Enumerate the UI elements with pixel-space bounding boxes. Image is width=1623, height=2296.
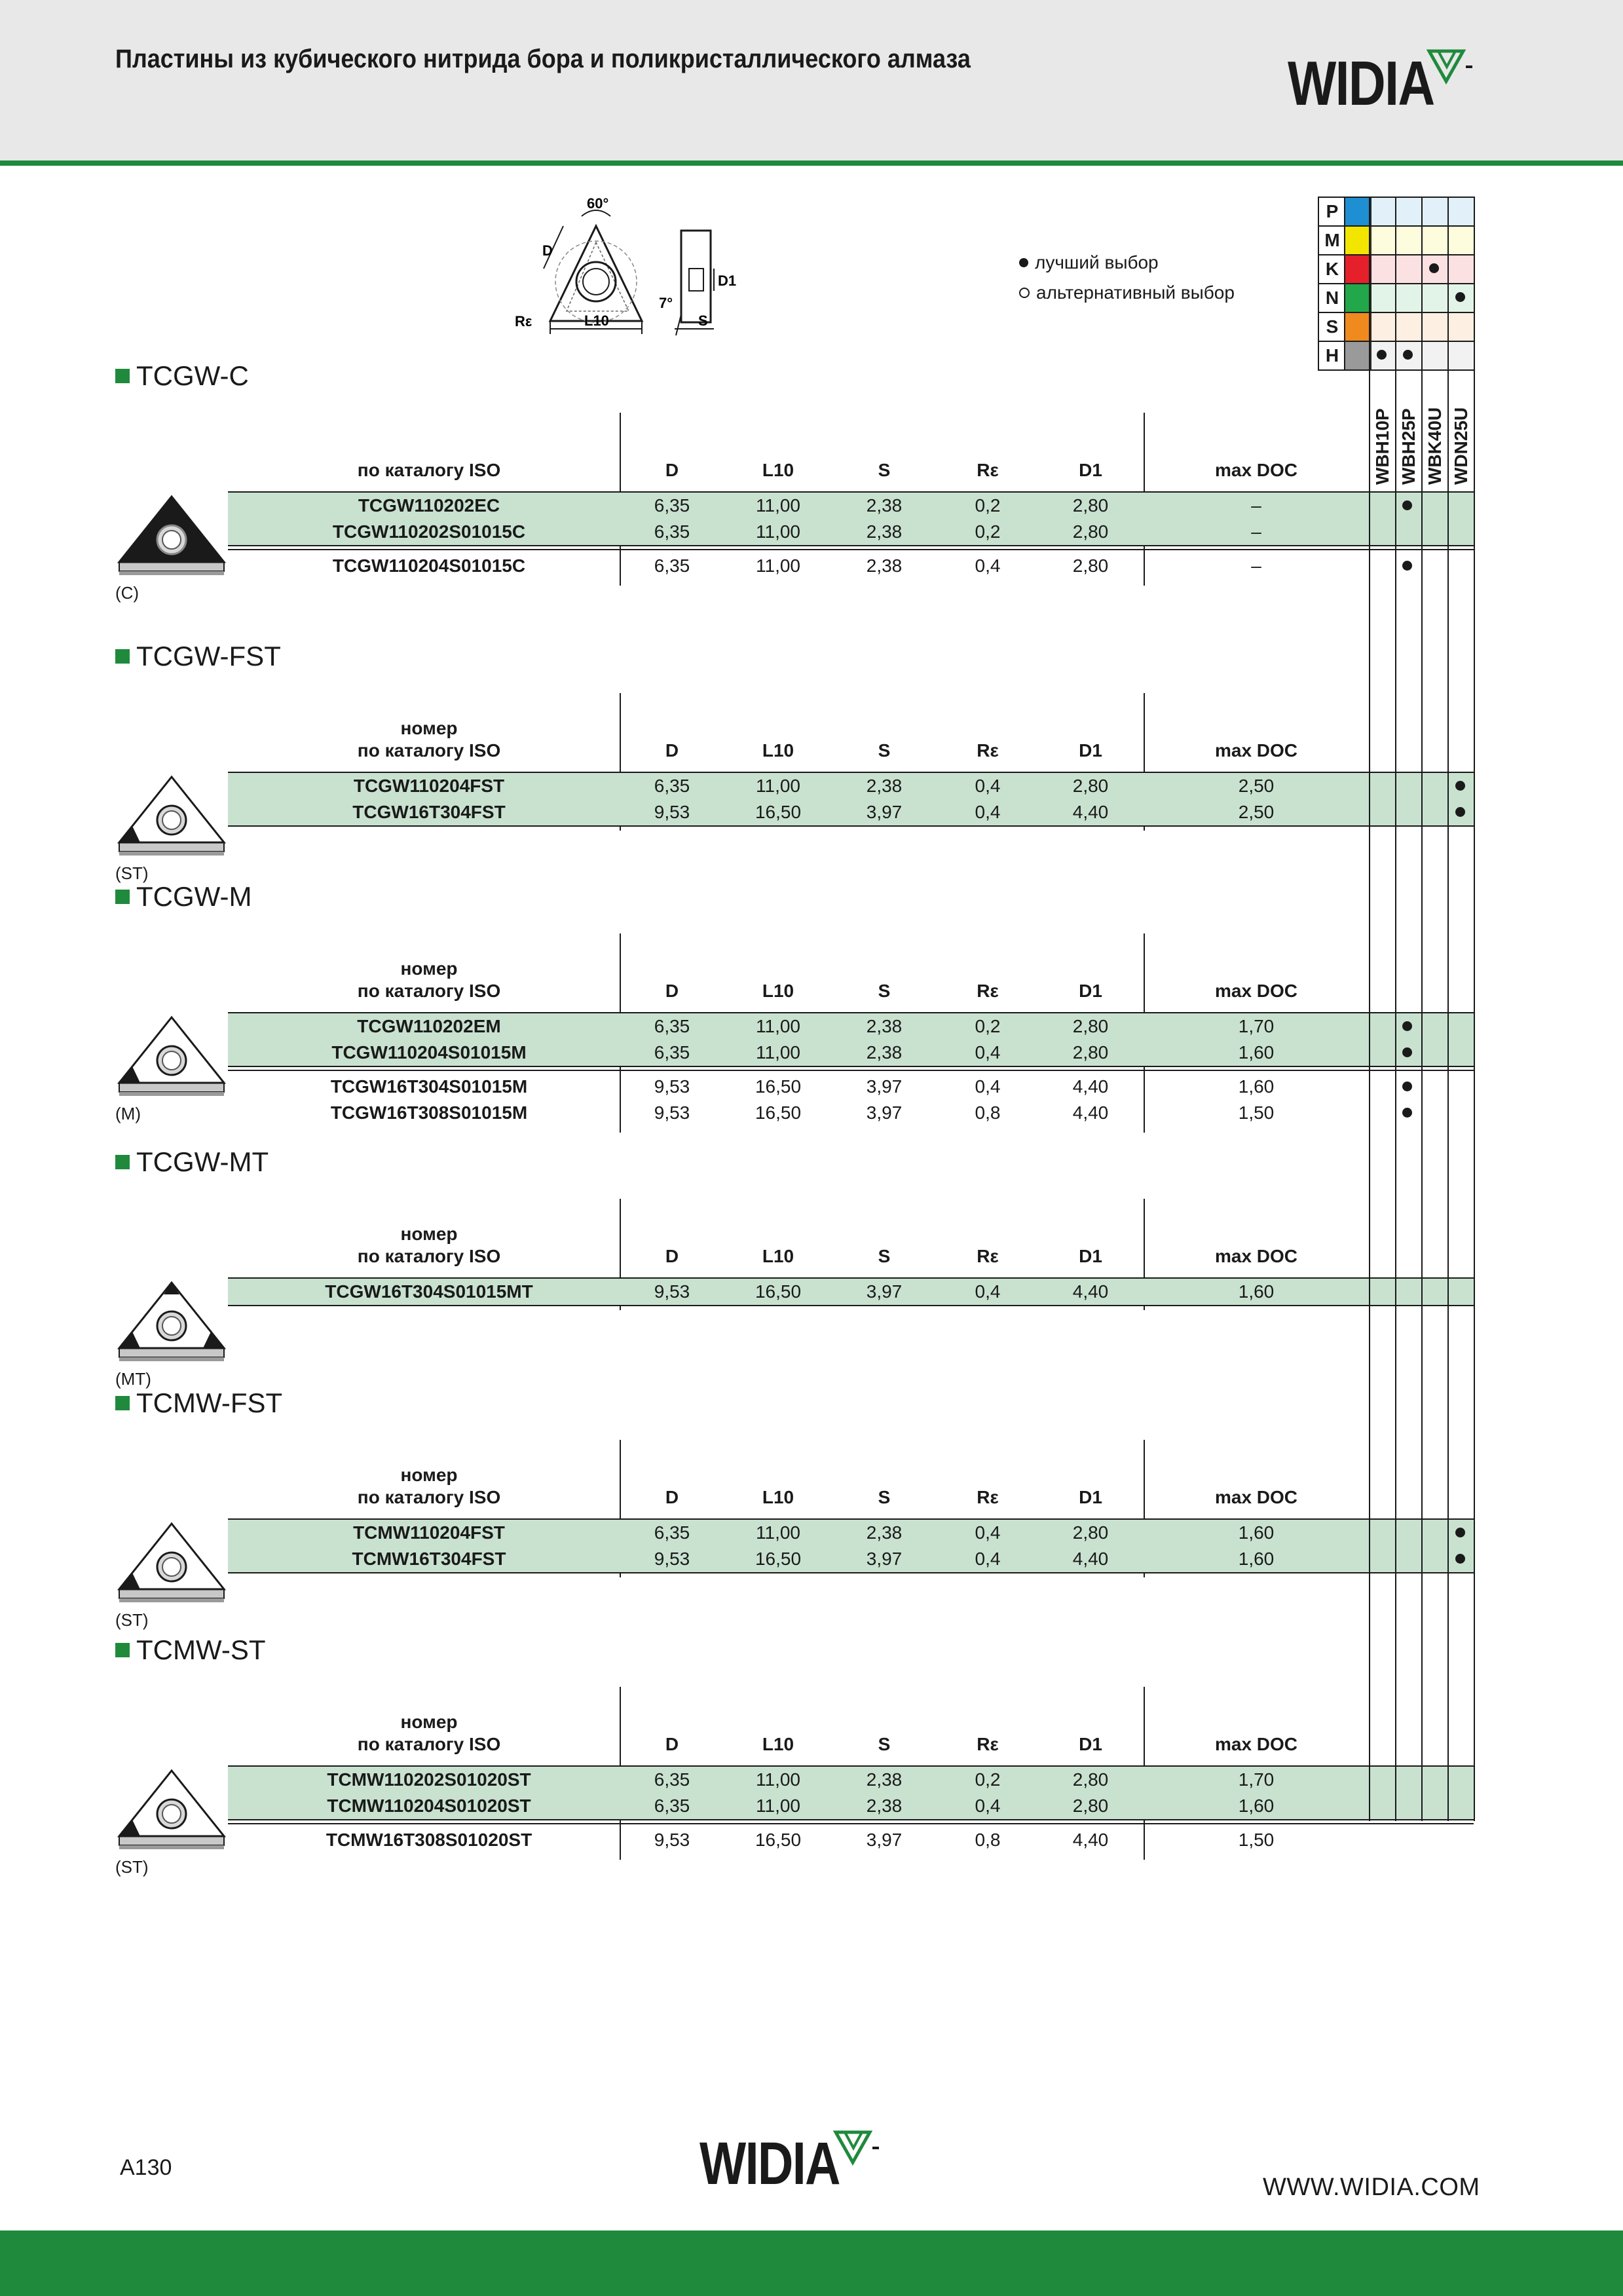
cell-doc: 1,70	[1238, 1769, 1275, 1790]
column-header-iso: по каталогу ISO	[357, 981, 501, 1001]
cell-d: 6,35	[654, 1796, 690, 1816]
insert-code: TCGW110204S01015M	[331, 1042, 527, 1063]
page-title: Пластины из кубического нитрида бора и поликристаллического алмаза	[115, 45, 971, 73]
material-row	[1318, 197, 1472, 225]
grade-header-wbk40u	[1424, 367, 1447, 485]
cell-d: 6,35	[654, 1769, 690, 1790]
grade-header-label: WDN25U	[1451, 407, 1471, 485]
section-title	[115, 641, 281, 672]
column-header-s: S	[878, 460, 891, 480]
cell-d1: 2,80	[1072, 521, 1109, 542]
column-header-maxdoc: max DOC	[1214, 740, 1298, 761]
cell-l10: 11,00	[756, 495, 800, 516]
cell-d: 6,35	[654, 521, 690, 542]
insert-image-icon	[113, 1759, 231, 1864]
column-header-nomer: номер	[400, 958, 458, 979]
insert-geometry-tag: (M)	[115, 1104, 141, 1123]
section-title	[115, 881, 252, 913]
cell-s: 2,38	[866, 1522, 903, 1543]
cell-l10: 16,50	[755, 1102, 802, 1123]
insert-geometry-tag: (ST)	[115, 863, 149, 883]
footer-logo-text: WIDIA	[700, 2130, 840, 2197]
material-grade-cell	[1395, 254, 1423, 284]
insert-geometry-tag: (ST)	[115, 1610, 149, 1630]
insert-image-icon	[113, 1271, 231, 1376]
grade-header-label: WBK40U	[1425, 407, 1445, 485]
insert-code: TCMW110204FST	[353, 1522, 505, 1543]
material-row	[1318, 254, 1472, 283]
column-header-maxdoc: max DOC	[1214, 1246, 1298, 1266]
column-header-d1: D1	[1079, 1734, 1102, 1754]
header-logo	[1288, 48, 1478, 119]
section-marker-icon	[115, 1643, 130, 1657]
column-header-d: D	[665, 1734, 679, 1754]
cell-d: 6,35	[654, 495, 690, 516]
material-grade-cell	[1395, 225, 1423, 255]
cell-doc: 1,60	[1238, 1522, 1275, 1543]
column-header-d: D	[665, 981, 679, 1001]
material-color-swatch	[1344, 225, 1371, 255]
material-grade-cell	[1421, 225, 1449, 255]
grade-header-wbh10p	[1371, 367, 1395, 485]
material-grade-cell	[1447, 312, 1475, 342]
column-header-nomer: номер	[400, 1224, 458, 1244]
insert-code: TCGW110204S01015C	[332, 555, 526, 576]
section-marker-icon	[115, 1155, 130, 1169]
legend-alternative	[1019, 282, 1235, 303]
section-title-label: TCGW-M	[136, 881, 252, 912]
insert-code: TCGW16T304S01015M	[330, 1076, 528, 1097]
diagram-d-label: D	[542, 242, 553, 259]
material-letter: K	[1318, 254, 1347, 284]
grade-column-line	[1421, 367, 1423, 1821]
column-header-l10: L10	[762, 1246, 794, 1266]
material-row	[1318, 225, 1472, 254]
column-header-re: Rε	[977, 740, 999, 761]
insert-code: TCGW16T304FST	[352, 802, 506, 822]
header-logo-text: WIDIA	[1288, 48, 1434, 119]
cell-s: 2,38	[866, 1769, 903, 1790]
cell-s: 2,38	[866, 521, 903, 542]
cell-l10: 11,00	[756, 555, 800, 576]
cell-re: 0,4	[975, 1796, 1001, 1816]
material-grade-cell	[1447, 197, 1475, 227]
column-header-re: Rε	[977, 1246, 999, 1266]
widia-logo-mark-icon	[1427, 48, 1479, 88]
cell-d1: 4,40	[1072, 1549, 1109, 1569]
column-header-l10: L10	[762, 1734, 794, 1754]
column-header-l10: L10	[762, 460, 794, 480]
insert-image-icon	[113, 1006, 231, 1110]
insert-dimension-diagram	[504, 190, 779, 341]
section-title	[115, 1146, 269, 1178]
cell-d1: 4,40	[1072, 1102, 1109, 1123]
cell-re: 0,2	[975, 1769, 1001, 1790]
cell-doc: –	[1251, 495, 1261, 516]
cell-d1: 2,80	[1072, 1769, 1109, 1790]
insert-code: TCGW16T304S01015MT	[325, 1281, 533, 1302]
insert-code: TCMW16T304FST	[352, 1549, 506, 1569]
best-choice-dot	[1455, 807, 1465, 817]
column-header-l10: L10	[762, 1487, 794, 1507]
column-header-iso: по каталогу ISO	[357, 1246, 501, 1266]
section-title-label: TCGW-MT	[136, 1146, 269, 1177]
cell-d: 9,53	[654, 1549, 690, 1569]
header-divider	[0, 160, 1623, 166]
table-group-rule	[228, 549, 1474, 550]
cell-d1: 4,40	[1072, 1830, 1109, 1850]
best-choice-dot	[1402, 1047, 1412, 1057]
cell-d1: 2,80	[1072, 555, 1109, 576]
best-choice-icon	[1019, 258, 1028, 267]
grade-column-line	[1369, 367, 1370, 1821]
material-grade-dot	[1377, 350, 1387, 360]
section-title-label: TCMW-ST	[136, 1634, 266, 1665]
column-header-iso: по каталогу ISO	[357, 1734, 501, 1754]
column-header-nomer: номер	[400, 1712, 458, 1732]
best-choice-dot	[1455, 781, 1465, 791]
cell-doc: 2,50	[1238, 776, 1275, 796]
section-marker-icon	[115, 649, 130, 664]
insert-code: TCGW110204FST	[353, 776, 505, 796]
material-grade-dot	[1429, 263, 1439, 273]
diagram-l10-label: L10	[584, 312, 609, 329]
column-header-d1: D1	[1079, 981, 1102, 1001]
material-grade-cell	[1369, 283, 1396, 313]
column-header-d1: D1	[1079, 460, 1102, 480]
column-header-iso: по каталогу ISO	[357, 1487, 501, 1507]
cell-re: 0,2	[975, 521, 1001, 542]
insert-code: TCMW110202S01020ST	[327, 1769, 531, 1790]
cell-s: 2,38	[866, 495, 903, 516]
section-title	[115, 1387, 282, 1419]
cell-d1: 4,40	[1072, 802, 1109, 822]
section-title-label: TCGW-FST	[136, 641, 281, 671]
cell-s: 2,38	[866, 1016, 903, 1036]
table-band-end-rule	[228, 1572, 1474, 1573]
cell-d1: 2,80	[1072, 495, 1109, 516]
column-header-maxdoc: max DOC	[1214, 460, 1298, 480]
cell-re: 0,4	[975, 1042, 1001, 1063]
footer-logo	[700, 2132, 896, 2198]
material-grade-cell	[1395, 197, 1423, 227]
insert-code: TCMW16T308S01020ST	[326, 1830, 532, 1850]
grade-header-label: WBH25P	[1398, 408, 1419, 485]
material-color-swatch	[1344, 341, 1371, 371]
material-grade-cell	[1421, 312, 1449, 342]
cell-l10: 11,00	[756, 1769, 800, 1790]
material-grade-cell	[1447, 254, 1475, 284]
insert-image-icon	[113, 765, 231, 870]
material-color-swatch	[1344, 197, 1371, 227]
cell-d1: 4,40	[1072, 1281, 1109, 1302]
widia-footer-mark-icon	[833, 2130, 886, 2169]
website-link[interactable]: WWW.WIDIA.COM	[1263, 2174, 1480, 2201]
legend-best	[1019, 252, 1159, 273]
cell-d1: 2,80	[1072, 1042, 1109, 1063]
cell-l10: 11,00	[756, 776, 800, 796]
cell-d1: 2,80	[1072, 1522, 1109, 1543]
column-header-s: S	[878, 1734, 891, 1754]
material-grade-cell	[1421, 197, 1449, 227]
insert-code: TCGW16T308S01015M	[330, 1102, 528, 1123]
column-header-nomer: номер	[400, 1465, 458, 1485]
column-header-s: S	[878, 981, 891, 1001]
grade-header-label: WBH10P	[1372, 408, 1392, 485]
cell-s: 3,97	[866, 1830, 903, 1850]
column-header-s: S	[878, 740, 891, 761]
cell-l10: 16,50	[755, 802, 802, 822]
cell-s: 3,97	[866, 1281, 903, 1302]
column-header-d1: D1	[1079, 740, 1102, 761]
column-header-iso: по каталогу ISO	[357, 740, 501, 761]
material-grade-cell	[1369, 197, 1396, 227]
material-row	[1318, 341, 1472, 369]
material-grade-cell	[1369, 225, 1396, 255]
material-grade-cell	[1447, 225, 1475, 255]
cell-d: 9,53	[654, 1281, 690, 1302]
cell-s: 3,97	[866, 1102, 903, 1123]
cell-s: 2,38	[866, 555, 903, 576]
best-choice-dot	[1402, 561, 1412, 571]
cell-d: 9,53	[654, 1102, 690, 1123]
cell-s: 2,38	[866, 776, 903, 796]
cell-l10: 11,00	[756, 1522, 800, 1543]
column-header-l10: L10	[762, 981, 794, 1001]
cell-l10: 16,50	[755, 1830, 802, 1850]
cell-d: 9,53	[654, 802, 690, 822]
cell-d: 9,53	[654, 1076, 690, 1097]
cell-l10: 16,50	[755, 1281, 802, 1302]
cell-doc: 1,70	[1238, 1016, 1275, 1036]
best-choice-dot	[1402, 1021, 1412, 1031]
cell-re: 0,4	[975, 776, 1001, 796]
diagram-angle-label: 60°	[587, 195, 609, 212]
material-color-swatch	[1344, 254, 1371, 284]
column-header-d: D	[665, 1487, 679, 1507]
cell-re: 0,4	[975, 1281, 1001, 1302]
material-grade-dot	[1455, 292, 1465, 302]
column-header-d1: D1	[1079, 1246, 1102, 1266]
column-header-d: D	[665, 460, 679, 480]
column-header-s: S	[878, 1246, 891, 1266]
cell-d1: 4,40	[1072, 1076, 1109, 1097]
best-choice-dot	[1402, 500, 1412, 510]
material-grade-cell	[1369, 254, 1396, 284]
best-choice-dot	[1402, 1108, 1412, 1118]
cell-re: 0,4	[975, 802, 1001, 822]
column-header-maxdoc: max DOC	[1214, 1487, 1298, 1507]
cell-d: 6,35	[654, 1522, 690, 1543]
section-marker-icon	[115, 1396, 130, 1410]
cell-re: 0,2	[975, 495, 1001, 516]
cell-doc: –	[1251, 555, 1261, 576]
cell-d1: 2,80	[1072, 776, 1109, 796]
section-marker-icon	[115, 369, 130, 383]
legend-best-label: лучший выбор	[1035, 252, 1159, 273]
column-header-s: S	[878, 1487, 891, 1507]
section-title-label: TCGW-C	[136, 360, 249, 391]
cell-d: 6,35	[654, 776, 690, 796]
column-header-re: Rε	[977, 981, 999, 1001]
insert-geometry-tag: (C)	[115, 583, 140, 603]
table-group-rule	[228, 1823, 1474, 1824]
column-header-d: D	[665, 740, 679, 761]
insert-code: TCGW110202EC	[358, 495, 500, 516]
material-grade-dot	[1403, 350, 1413, 360]
material-grade-cell	[1395, 283, 1423, 313]
cell-doc: 1,50	[1238, 1102, 1275, 1123]
material-letter: H	[1318, 341, 1347, 371]
column-header-re: Rε	[977, 1734, 999, 1754]
section-title	[115, 1634, 266, 1666]
cell-doc: 1,60	[1238, 1281, 1275, 1302]
column-header-maxdoc: max DOC	[1214, 1734, 1298, 1754]
cell-s: 2,38	[866, 1796, 903, 1816]
cell-d1: 2,80	[1072, 1796, 1109, 1816]
legend-alternative-label: альтернативный выбор	[1036, 282, 1235, 303]
section-title-label: TCMW-FST	[136, 1387, 283, 1418]
table-band-end-rule	[228, 1066, 1474, 1067]
grade-header-wbh25p	[1398, 367, 1421, 485]
insert-geometry-tag: (ST)	[115, 1857, 149, 1877]
column-header-re: Rε	[977, 460, 999, 480]
grade-column-line	[1474, 367, 1475, 1821]
material-grade-cell	[1421, 283, 1449, 313]
table-band-end-rule	[228, 1305, 1474, 1306]
cell-s: 3,97	[866, 1076, 903, 1097]
cell-d: 6,35	[654, 1016, 690, 1036]
cell-s: 3,97	[866, 1549, 903, 1569]
column-header-maxdoc: max DOC	[1214, 981, 1298, 1001]
cell-doc: 1,60	[1238, 1549, 1275, 1569]
insert-image-icon	[113, 1512, 231, 1617]
cell-d: 6,35	[654, 555, 690, 576]
material-letter: P	[1318, 197, 1347, 227]
footer-band	[0, 2230, 1623, 2296]
section-marker-icon	[115, 890, 130, 904]
cell-l10: 11,00	[756, 521, 800, 542]
column-header-d1: D1	[1079, 1487, 1102, 1507]
diagram-re-label: Rε	[515, 313, 532, 329]
column-header-d: D	[665, 1246, 679, 1266]
cell-re: 0,4	[975, 1549, 1001, 1569]
insert-code: TCGW110202S01015C	[332, 521, 526, 542]
diagram-clearance-label: 7°	[659, 295, 673, 311]
table-band-end-rule	[228, 545, 1474, 546]
grade-header-wdn25u	[1450, 367, 1474, 485]
material-row	[1318, 312, 1472, 341]
material-color-swatch	[1344, 283, 1371, 313]
material-row	[1318, 283, 1472, 312]
cell-l10: 11,00	[756, 1042, 800, 1063]
material-grade-cell	[1395, 312, 1423, 342]
cell-doc: –	[1251, 521, 1261, 542]
cell-l10: 16,50	[755, 1076, 802, 1097]
cell-d: 9,53	[654, 1830, 690, 1850]
cell-doc: 1,60	[1238, 1042, 1275, 1063]
cell-doc: 2,50	[1238, 802, 1275, 822]
table-group-rule	[228, 1070, 1474, 1071]
cell-d: 6,35	[654, 1042, 690, 1063]
cell-doc: 1,50	[1238, 1830, 1275, 1850]
diagram-d1-label: D1	[718, 273, 737, 289]
cell-re: 0,8	[975, 1102, 1001, 1123]
insert-code: TCMW110204S01020ST	[327, 1796, 531, 1816]
column-header-nomer: номер	[400, 718, 458, 738]
cell-d1: 2,80	[1072, 1016, 1109, 1036]
cell-l10: 11,00	[756, 1796, 800, 1816]
column-header-l10: L10	[762, 740, 794, 761]
alternative-choice-icon	[1019, 288, 1030, 298]
section-title	[115, 360, 249, 392]
column-header-iso: по каталогу ISO	[357, 460, 501, 480]
cell-doc: 1,60	[1238, 1076, 1275, 1097]
material-letter: M	[1318, 225, 1347, 255]
table-band-end-rule	[228, 1819, 1474, 1820]
best-choice-dot	[1402, 1082, 1412, 1091]
cell-l10: 11,00	[756, 1016, 800, 1036]
cell-re: 0,4	[975, 1522, 1001, 1543]
insert-code: TCGW110202EM	[357, 1016, 501, 1036]
cell-doc: 1,60	[1238, 1796, 1275, 1816]
material-letter: S	[1318, 312, 1347, 342]
cell-re: 0,2	[975, 1016, 1001, 1036]
grade-column-line	[1447, 367, 1449, 1821]
cell-s: 3,97	[866, 802, 903, 822]
cell-re: 0,8	[975, 1830, 1001, 1850]
cell-re: 0,4	[975, 555, 1001, 576]
insert-geometry-tag: (MT)	[115, 1369, 151, 1389]
cell-re: 0,4	[975, 1076, 1001, 1097]
insert-image-icon	[113, 485, 231, 590]
best-choice-dot	[1455, 1554, 1465, 1564]
material-color-swatch	[1344, 312, 1371, 342]
best-choice-dot	[1455, 1528, 1465, 1537]
column-header-re: Rε	[977, 1487, 999, 1507]
page-number: A130	[120, 2155, 172, 2180]
diagram-s-label: S	[698, 312, 708, 329]
cell-s: 2,38	[866, 1042, 903, 1063]
table-band-end-rule	[228, 825, 1474, 827]
grade-column-line	[1395, 367, 1396, 1821]
material-grade-cell	[1369, 312, 1396, 342]
material-letter: N	[1318, 283, 1347, 313]
cell-l10: 16,50	[755, 1549, 802, 1569]
